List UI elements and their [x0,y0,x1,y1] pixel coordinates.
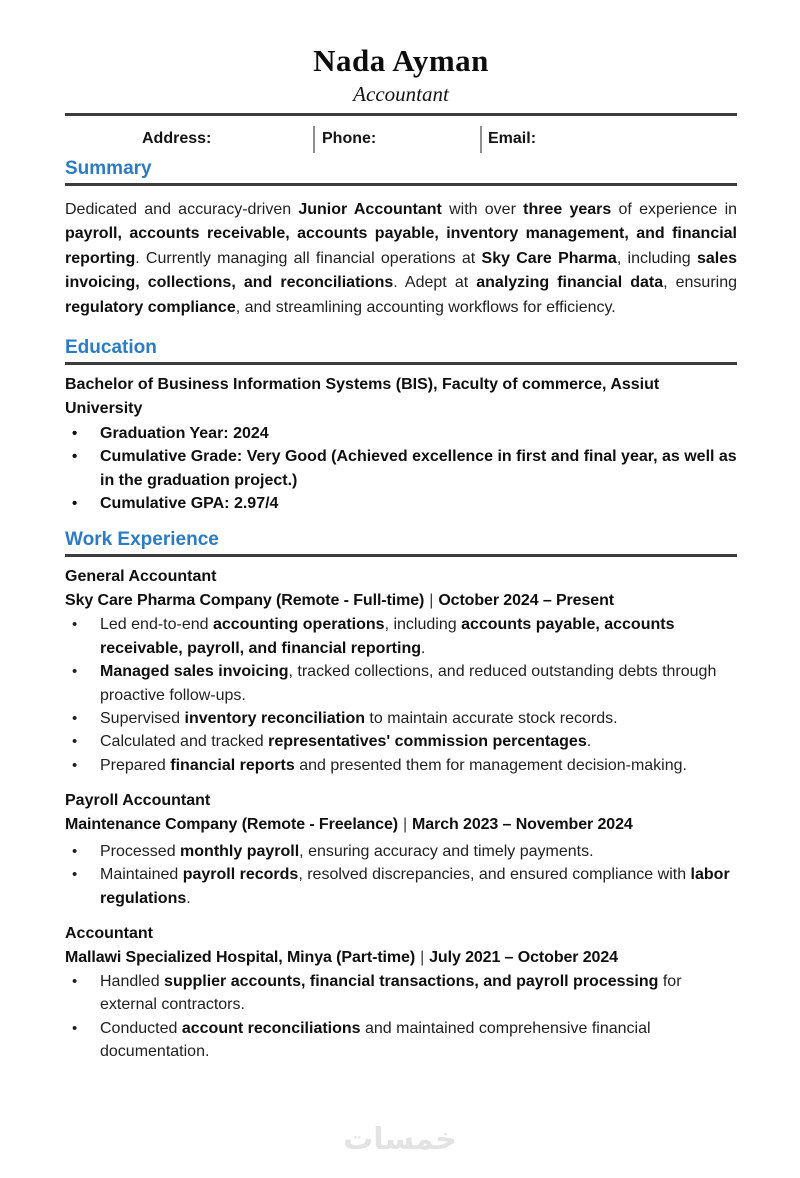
education-bullet-list [65,422,737,516]
address-label: Address: [142,130,212,147]
job-dates: March 2023 – November 2024 [412,815,633,833]
education-rule [65,362,737,365]
work-experience-rule [65,554,737,557]
list-item [65,445,737,492]
watermark-logo: خمسات [343,1122,457,1157]
job-bullet: Managed sales invoicing, tracked collections, and reduced outstanding debts through proactive follow-ups. [100,663,717,704]
job-bullet: Calculated and tracked representatives' commission percentages. [100,733,592,751]
job-bullet-list [65,970,737,1064]
job-entry [65,565,737,777]
section-heading-work-experience: Work Experience [65,529,219,551]
job-title: Payroll Accountant [65,792,211,810]
pipe-separator: | [402,815,408,833]
job-bullet: Maintained payroll records, resolved discrepancies, and ensured compliance with labor regulations. [100,866,730,907]
contact-row [65,129,737,153]
company-name: Mallawi Specialized Hospital, Minya (Part-time) [65,948,416,966]
bullet-icon: • [72,495,78,513]
bullet-icon: • [72,866,78,884]
summary-paragraph: Dedicated and accuracy-driven Junior Accountant with over three years of experience in payroll, accounts receivable, accounts payable, inventory management, and financial reporting. Currently managing all financial operations at Sky Care Pharma, including sales invoicing, collections, and reconciliations. Adept at analyzing financial data, ensuring regulatory compliance, and streamlining accounting workflows for efficiency. [65,201,738,316]
summary-rule [65,183,737,186]
list-item [65,422,737,445]
list-item [65,840,737,863]
company-name: Maintenance Company (Remote - Freelance) [65,815,398,833]
job-company-line [65,946,737,969]
job-title: General Accountant [65,568,217,586]
list-item [65,707,737,730]
job-company-line [65,589,737,612]
job-dates: October 2024 – Present [438,591,614,609]
email-label: Email: [488,130,537,147]
education-bullet: Cumulative GPA: 2.97/4 [100,495,279,513]
list-item [65,730,737,753]
list-item [65,970,737,1017]
section-heading-summary: Summary [65,158,152,179]
job-dates: July 2021 – October 2024 [429,948,618,966]
job-entry [65,922,737,1063]
education-bullet: Cumulative Grade: Very Good (Achieved excellence in first and final year, as well as in the graduation project.) [100,448,737,489]
job-bullet: Processed monthly payroll, ensuring accuracy and timely payments. [100,842,594,860]
bullet-icon: • [72,663,78,681]
list-item [65,863,737,910]
contact-divider [313,126,315,153]
bullet-icon: • [72,1019,78,1037]
resume-job-title: Accountant [353,82,449,106]
list-item [65,492,737,515]
job-bullet-list [65,840,737,910]
education-bullet: Graduation Year: 2024 [100,424,269,442]
bullet-icon: • [72,842,78,860]
list-item [65,660,737,707]
job-title: Accountant [65,925,153,943]
job-bullet: Prepared financial reports and presented them for management decision-making. [100,756,687,774]
job-bullet: Led end-to-end accounting operations, including accounts payable, accounts receivable, payroll, and financial reporting. [100,616,675,657]
bullet-icon: • [72,709,78,727]
job-company-line [65,813,737,836]
bullet-icon: • [72,448,78,466]
job-bullet-list [65,613,737,777]
bullet-icon: • [72,972,78,990]
job-bullet: Conducted account reconciliations and maintained comprehensive financial documentation. [100,1019,651,1061]
resume-name: Nada Ayman [313,43,489,78]
bullet-icon: • [72,733,78,751]
phone-label: Phone: [322,130,377,147]
education-degree: Bachelor of Business Information Systems (BIS), Faculty of commerce, Assiut University [65,376,660,418]
header-rule [65,113,737,116]
list-item [65,754,737,777]
pipe-separator: | [420,948,425,966]
job-entry [65,789,737,910]
list-item [65,1017,737,1064]
bullet-icon: • [72,424,78,442]
contact-divider [480,126,482,153]
company-name: Sky Care Pharma Company (Remote - Full-time) [65,591,425,609]
pipe-separator: | [429,591,434,609]
bullet-icon: • [72,756,78,774]
job-bullet: Handled supplier accounts, financial transactions, and payroll processing for external contractors. [100,972,682,1014]
list-item [65,613,737,660]
bullet-icon: • [72,616,78,634]
job-bullet: Supervised inventory reconciliation to maintain accurate stock records. [100,709,618,727]
section-heading-education: Education [65,337,157,359]
